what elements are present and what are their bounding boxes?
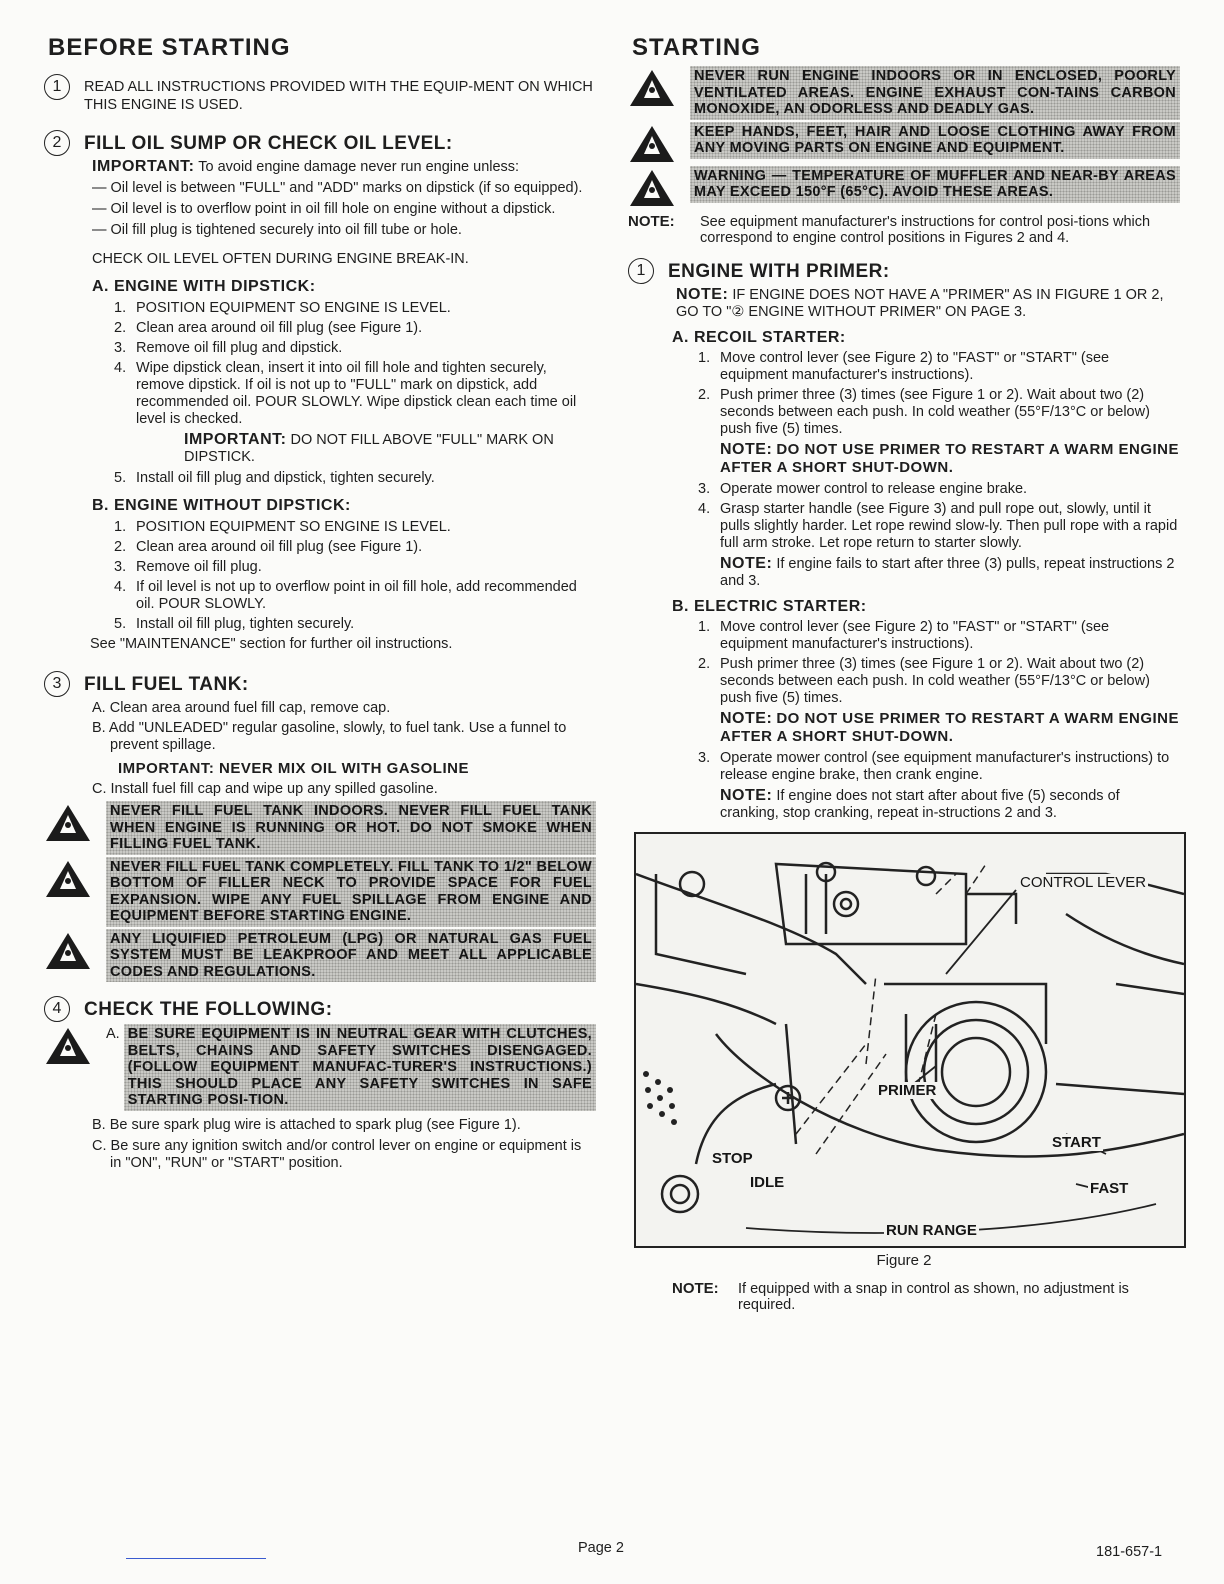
- fuel-warning-3: [44, 929, 596, 983]
- warning-text: BE SURE EQUIPMENT IS IN NEUTRAL GEAR WITH CLUTCHES, BELTS, CHAINS AND SAFETY SWITCHES DISENGAGED. (FOLLOW EQUIPMENT MANUFAC-TURER'S INSTRUCTIONS.) THIS SHOULD PLACE ANY SAFETY SWITCHES IN SAFE STARTING POSI-TION.: [124, 1024, 596, 1111]
- list-item: 2. Push primer three (3) times (see Figure 1 or 2). Wait about two (2) seconds between each push. In cold weather (55°F/13°C or below) push five (5) times.: [698, 386, 1150, 437]
- footer-divider: [126, 1558, 266, 1559]
- left-column: [44, 30, 596, 1176]
- oil-important-note: [92, 158, 596, 176]
- important-label: IMPORTANT:: [184, 431, 287, 448]
- list-item: 1. Move control lever (see Figure 2) to "FAST" or "START" (see equipment manufacturer's instructions).: [698, 618, 1110, 652]
- section-fill-fuel: [44, 669, 596, 697]
- dipstick-steps-continued: [114, 470, 596, 487]
- list-item: 1. POSITION EQUIPMENT SO ENGINE IS LEVEL.: [114, 300, 451, 316]
- note-label: NOTE:: [720, 440, 773, 458]
- fuel-step-c: C. Install fuel fill cap and wipe up any spilled gasoline.: [92, 781, 438, 797]
- figure-caption: Figure 2: [876, 1251, 932, 1269]
- warning-icon: [44, 1026, 92, 1066]
- section-engine-with-primer: [628, 256, 1180, 284]
- see-maintenance: See "MAINTENANCE" section for further oil instructions.: [90, 636, 453, 652]
- list-item: 2. Clean area around oil fill plug (see Figure 1).: [114, 539, 423, 555]
- electric-steps-continued: [698, 750, 1180, 784]
- list-item: 3. Operate mower control (see equipment manufacturer's instructions) to release engine brake, then crank engine.: [698, 749, 1170, 783]
- warning-icon: [44, 859, 92, 899]
- list-item: 3. Remove oil fill plug.: [114, 559, 262, 575]
- item-label: A.: [106, 1026, 120, 1042]
- engine-with-dipstick-title: A. ENGINE WITH DIPSTICK:: [92, 278, 316, 295]
- electric-steps: [698, 619, 1180, 707]
- section-read-instructions: [44, 72, 596, 114]
- before-starting-heading: BEFORE STARTING: [48, 34, 291, 61]
- oil-condition-1: — Oil level is between "FULL" and "ADD" marks on dipstick (if so equipped).: [92, 180, 583, 196]
- engine-without-dipstick-title: B. ENGINE WITHOUT DIPSTICK:: [92, 497, 351, 514]
- list-item: 5. Install oil fill plug, tighten securely.: [114, 616, 355, 632]
- note-text: DO NOT USE PRIMER TO RESTART A WARM ENGINE AFTER A SHORT SHUT-DOWN.: [720, 709, 1179, 745]
- stop-label: STOP: [712, 1149, 753, 1167]
- warning-text: NEVER FILL FUEL TANK INDOORS. NEVER FILL FUEL TANK WHEN ENGINE IS RUNNING OR HOT. DO NOT SMOKE WHEN FILLING FUEL TANK.: [106, 801, 596, 855]
- note-label: NOTE:: [672, 1279, 719, 1297]
- dipstick-important-note: [184, 431, 596, 466]
- starting-warning-2: [628, 122, 1180, 164]
- starting-warning-1: [628, 66, 1180, 120]
- warning-icon: [44, 931, 92, 971]
- list-item: 2. Clean area around oil fill plug (see Figure 1).: [114, 320, 423, 336]
- check-oil-often: CHECK OIL LEVEL OFTEN DURING ENGINE BREAK-IN.: [92, 251, 469, 267]
- section-check-following: [44, 994, 596, 1022]
- section-fill-oil: [44, 128, 596, 156]
- control-position-note: [628, 214, 1180, 246]
- oil-condition-3: — Oil fill plug is tightened securely into oil fill tube or hole.: [92, 222, 462, 238]
- primer-label: PRIMER: [878, 1081, 937, 1099]
- note-label: NOTE:: [720, 554, 773, 572]
- read-instructions-text: READ ALL INSTRUCTIONS PROVIDED WITH THE EQUIP-MENT ON WHICH THIS ENGINE IS USED.: [84, 79, 593, 113]
- fill-oil-title: FILL OIL SUMP OR CHECK OIL LEVEL:: [84, 133, 453, 154]
- list-item: 1. POSITION EQUIPMENT SO ENGINE IS LEVEL.: [114, 519, 451, 535]
- fuel-warning-1: [44, 801, 596, 855]
- list-item: 2. Push primer three (3) times (see Figure 1 or 2). Wait about two (2) seconds between each push. In cold weather (55°F/13°C or below) push five (5) times.: [698, 655, 1150, 706]
- recoil-steps: [698, 350, 1180, 438]
- list-item: 3. Remove oil fill plug and dipstick.: [114, 340, 343, 356]
- recoil-primer-note: [720, 441, 1180, 477]
- check-item-c: C. Be sure any ignition switch and/or control lever on engine or equipment is in "ON", "RUN" or "START" position.: [92, 1137, 582, 1171]
- starting-warning-3: [628, 166, 1180, 208]
- warning-text: NEVER FILL FUEL TANK COMPLETELY. FILL TANK TO 1/2" BELOW BOTTOM OF FILLER NECK TO PROVIDE SPACE FOR FUEL EXPANSION. WIPE ANY FUEL SPILLAGE FROM ENGINE AND EQUIPMENT BEFORE STARTING ENGINE.: [106, 857, 596, 927]
- warning-text: KEEP HANDS, FEET, HAIR AND LOOSE CLOTHING AWAY FROM ANY MOVING PARTS ON ENGINE AND EQUIPMENT.: [690, 122, 1180, 159]
- recoil-pull-note: [720, 555, 1180, 590]
- fast-label: FAST: [1090, 1179, 1129, 1197]
- note-label: NOTE:: [720, 786, 773, 804]
- run-range-label: RUN RANGE: [886, 1221, 977, 1239]
- list-item: 1. Move control lever (see Figure 2) to "FAST" or "START" (see equipment manufacturer's instructions).: [698, 349, 1110, 383]
- step-number-circle: 2: [44, 130, 70, 156]
- electric-starter-title: B. ELECTRIC STARTER:: [672, 597, 867, 615]
- recoil-starter-title: A. RECOIL STARTER:: [672, 328, 846, 346]
- never-mix-oil: IMPORTANT: NEVER MIX OIL WITH GASOLINE: [118, 760, 469, 777]
- important-text: DO NOT FILL ABOVE "FULL" MARK ON DIPSTICK.: [184, 432, 554, 465]
- note-label: NOTE:: [720, 709, 773, 727]
- start-label: START: [1052, 1133, 1101, 1151]
- step-number-circle: 3: [44, 671, 70, 697]
- warning-icon: [628, 124, 676, 164]
- list-item: 4. Grasp starter handle (see Figure 3) and pull rope out, slowly, until it pulls slightly harder. Let rope rewind slow-ly. Then pull rope with a rapid full arm stroke. Let rope return to starter slowly.: [698, 500, 1178, 551]
- dipstick-steps: [114, 300, 596, 428]
- electric-crank-note: [720, 787, 1180, 822]
- no-dipstick-steps: [114, 519, 596, 633]
- important-text: To avoid engine damage never run engine unless:: [198, 159, 520, 175]
- note-text: If engine fails to start after three (3) pulls, repeat instructions 2 and 3.: [720, 555, 1175, 589]
- step-number-circle: 1: [44, 74, 70, 100]
- idle-label: IDLE: [750, 1173, 785, 1191]
- recoil-steps-continued: [698, 481, 1180, 552]
- page-number: Page 2: [578, 1540, 624, 1556]
- oil-condition-2: — Oil level is to overflow point in oil fill hole on engine without a dipstick.: [92, 201, 556, 217]
- fuel-warning-2: [44, 857, 596, 927]
- note-label: NOTE:: [676, 285, 729, 303]
- list-item: 5. Install oil fill plug and dipstick, tighten securely.: [114, 470, 435, 486]
- right-column: [628, 30, 1180, 1313]
- fuel-step-a: A. Clean area around fuel fill cap, remove cap.: [92, 700, 391, 716]
- list-item: 3. Operate mower control to release engine brake.: [698, 480, 1028, 497]
- warning-text: ANY LIQUIFIED PETROLEUM (LPG) OR NATURAL GAS FUEL SYSTEM MUST BE LEAKPROOF AND MEET ALL APPLICABLE CODES AND REGULATIONS.: [106, 929, 596, 983]
- control-lever-label: CONTROL LEVER: [1020, 873, 1147, 891]
- warning-text: NEVER RUN ENGINE INDOORS OR IN ENCLOSED, POORLY VENTILATED AREAS. ENGINE EXHAUST CON-TAINS CARBON MONOXIDE, AN ODORLESS AND DEADLY GAS.: [690, 66, 1180, 120]
- warning-text: WARNING — TEMPERATURE OF MUFFLER AND NEAR-BY AREAS MAY EXCEED 150°F (65°C). AVOID THESE AREAS.: [690, 166, 1180, 203]
- note-text: If equipped with a snap in control as shown, no adjustment is required.: [738, 1280, 1129, 1313]
- figure-2-illustration: [634, 832, 1186, 1248]
- note-text: See equipment manufacturer's instructions for control posi-tions which correspond to engine control positions in Figures 2 and 4.: [700, 213, 1151, 246]
- starting-heading: STARTING: [632, 34, 761, 61]
- check-following-title: CHECK THE FOLLOWING:: [84, 999, 333, 1020]
- primer-note: [676, 286, 1180, 321]
- step-number-circle: 4: [44, 996, 70, 1022]
- document-code: 181-657-1: [1096, 1544, 1163, 1560]
- note-text: DO NOT USE PRIMER TO RESTART A WARM ENGINE AFTER A SHORT SHUT-DOWN.: [720, 440, 1179, 476]
- warning-icon: [628, 68, 676, 108]
- check-item-b: B. Be sure spark plug wire is attached to spark plug (see Figure 1).: [92, 1116, 521, 1133]
- fill-fuel-title: FILL FUEL TANK:: [84, 674, 249, 695]
- warning-icon: [628, 168, 676, 208]
- warning-icon: [44, 803, 92, 843]
- snap-control-note: [672, 1281, 1180, 1313]
- important-label: IMPORTANT:: [92, 158, 195, 175]
- engine-with-primer-title: ENGINE WITH PRIMER:: [668, 260, 890, 282]
- note-text: If engine does not start after about five (5) seconds of cranking, stop cranking, repeat in-structions 2 and 3.: [720, 787, 1120, 821]
- fuel-step-b: B. Add "UNLEADED" regular gasoline, slowly, to fuel tank. Use a funnel to prevent spillage.: [92, 720, 567, 753]
- list-item: 4. If oil level is not up to overflow point in oil fill hole, add recommended oil. POUR SLOWLY.: [114, 579, 577, 612]
- check-warning-a: [44, 1024, 596, 1111]
- list-item: 4. Wipe dipstick clean, insert it into oil fill hole and tighten securely, remove dipstick. If oil is not up to "FULL" mark on dipstick, add recommended oil. POUR SLOWLY. Wipe dipstick clean each time oil level is checked.: [114, 360, 577, 427]
- note-text: IF ENGINE DOES NOT HAVE A "PRIMER" AS IN FIGURE 1 OR 2, GO TO "② ENGINE WITHOUT PRIMER" ON PAGE 3.: [676, 286, 1164, 320]
- note-label: NOTE:: [628, 212, 675, 230]
- electric-primer-note: [720, 710, 1180, 746]
- step-number-circle: 1: [628, 258, 654, 284]
